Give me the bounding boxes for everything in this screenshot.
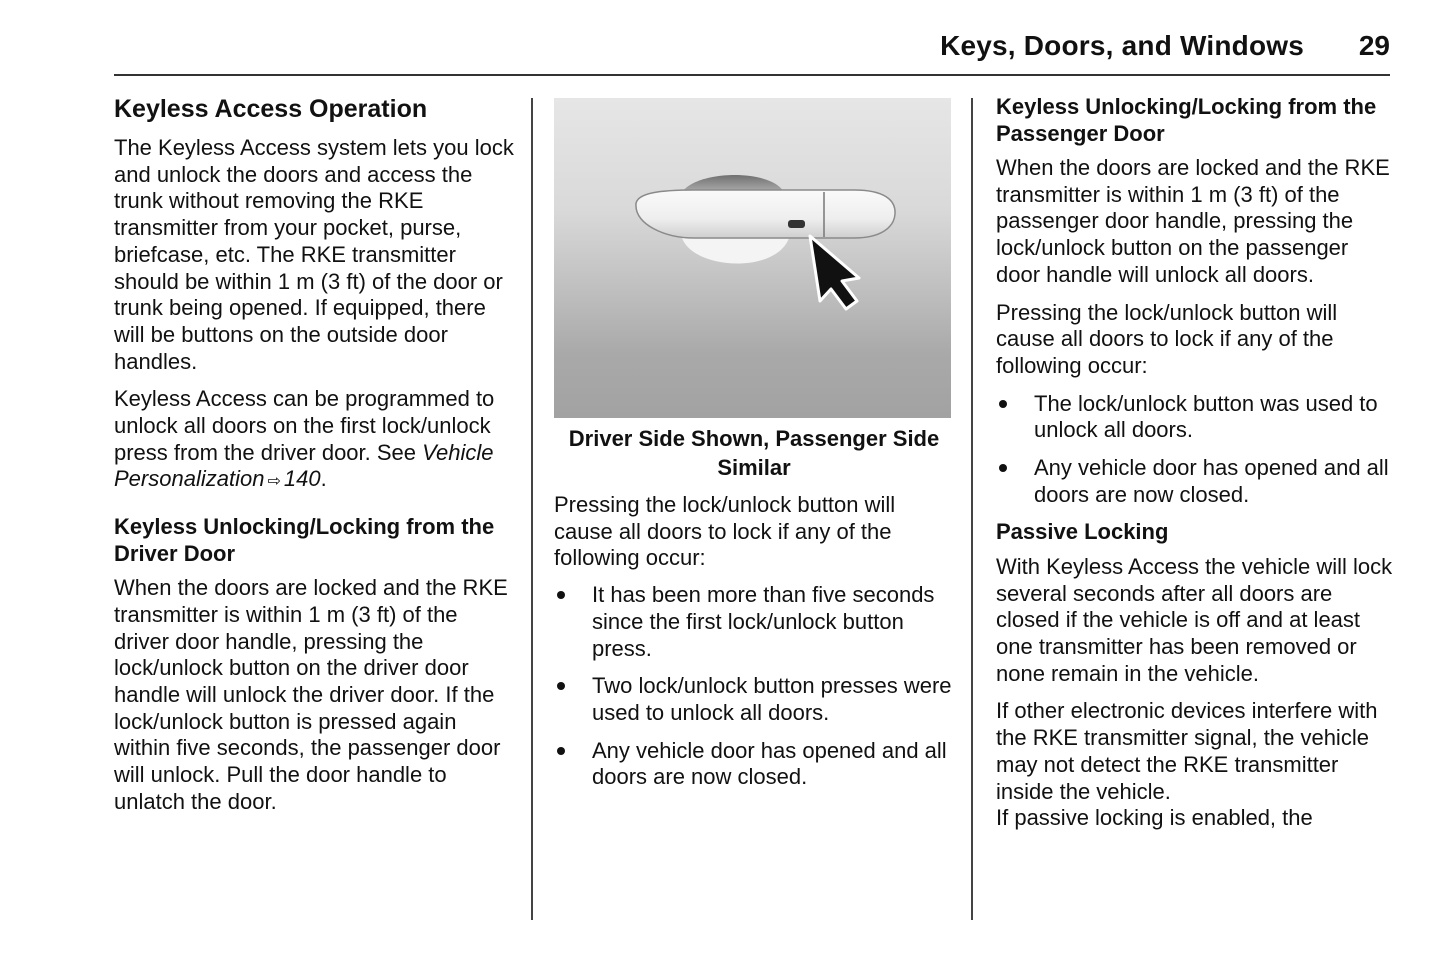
subsection-heading: Keyless Unlocking/Locking from the Driver Door <box>114 514 495 566</box>
bullet-list <box>996 391 1396 509</box>
column-right <box>996 94 1396 832</box>
door-handle-icon <box>554 98 951 418</box>
paragraph: If other electronic devices interfere with the RKE transmitter signal, the vehicle may not detect the RKE transmitter inside the vehicle. <box>996 698 1378 804</box>
column-left <box>114 94 514 815</box>
subsection-heading: Keyless Unlocking/Locking from the Passenger Door <box>996 94 1377 146</box>
list-item-text: Any vehicle door has opened and all doors are now closed. <box>592 737 947 790</box>
list-item <box>996 391 1396 444</box>
page-number: 29 <box>1358 30 1390 61</box>
paragraph: With Keyless Access the vehicle will lock several seconds after all doors are closed if the vehicle is off and at least one transmitter has been removed or none remain in the vehicle. <box>996 553 1393 686</box>
paragraph: When the doors are locked and the RKE transmitter is within 1 m (3 ft) of the driver door handle, pressing the lock/unlock button on the driver door handle will unlock the driver door. If the lock/unlock button is pressed again within five seconds, the passenger door will unlock. Pull the door handle to unlatch the door. <box>114 575 508 814</box>
paragraph-text: Keyless Access can be programmed to unlock all doors on the first lock/unlock press from the driver door. See <box>114 386 495 465</box>
column-divider <box>971 98 973 920</box>
list-item-text: Any vehicle door has opened and all doors are now closed. <box>1034 455 1389 507</box>
column-divider <box>531 98 533 920</box>
cross-reference-title: Vehicle Personalization <box>114 439 494 492</box>
paragraph <box>114 386 514 496</box>
bullet-icon <box>557 682 565 690</box>
paragraph: The Keyless Access system lets you lock and unlock the doors and access the trunk without removing the RKE transmitter from your pocket, purse, briefcase, etc. The RKE transmitter should be within 1 m (3 ft) of the door or trunk being opened. If equipped, there will be buttons on the outside door handles. <box>114 135 514 374</box>
cross-reference-page: 140 <box>283 466 321 492</box>
subsection-heading: Passive Locking <box>996 519 1169 545</box>
list-item <box>996 455 1396 508</box>
bullet-icon <box>557 747 565 755</box>
paragraph: If passive locking is enabled, the <box>996 805 1313 831</box>
bullet-list <box>554 582 954 791</box>
figure-caption: Driver Side Shown, Passenger Side Similar <box>568 426 940 480</box>
section-heading: Keyless Access Operation <box>114 95 428 123</box>
section-title: Keys, Doors, and Windows <box>940 30 1304 61</box>
column-middle <box>554 94 954 802</box>
bullet-icon <box>999 400 1007 408</box>
bullet-icon <box>999 464 1007 472</box>
paragraph: When the doors are locked and the RKE transmitter is within 1 m (3 ft) of the passenger door handle, pressing the lock/unlock button on the passenger door handle will unlock all doors. <box>996 155 1390 287</box>
list-item <box>554 738 954 791</box>
list-item-text: The lock/unlock button was used to unlock all doors. <box>1034 390 1378 443</box>
page-header <box>114 28 1390 76</box>
list-item <box>554 673 954 726</box>
paragraph: Pressing the lock/unlock button will cause all doors to lock if any of the following occur: <box>554 492 896 571</box>
punctuation: . <box>320 466 327 492</box>
page-reference-arrow-icon: ⇨ <box>267 473 281 491</box>
list-item-text: It has been more than five seconds since the first lock/unlock button press. <box>592 582 935 661</box>
paragraph: Pressing the lock/unlock button will cause all doors to lock if any of the following occur: <box>996 299 1338 378</box>
list-item <box>554 582 954 662</box>
bullet-icon <box>557 591 565 599</box>
list-item-text: Two lock/unlock button presses were used to unlock all doors. <box>592 673 952 725</box>
door-handle-illustration <box>554 98 951 418</box>
